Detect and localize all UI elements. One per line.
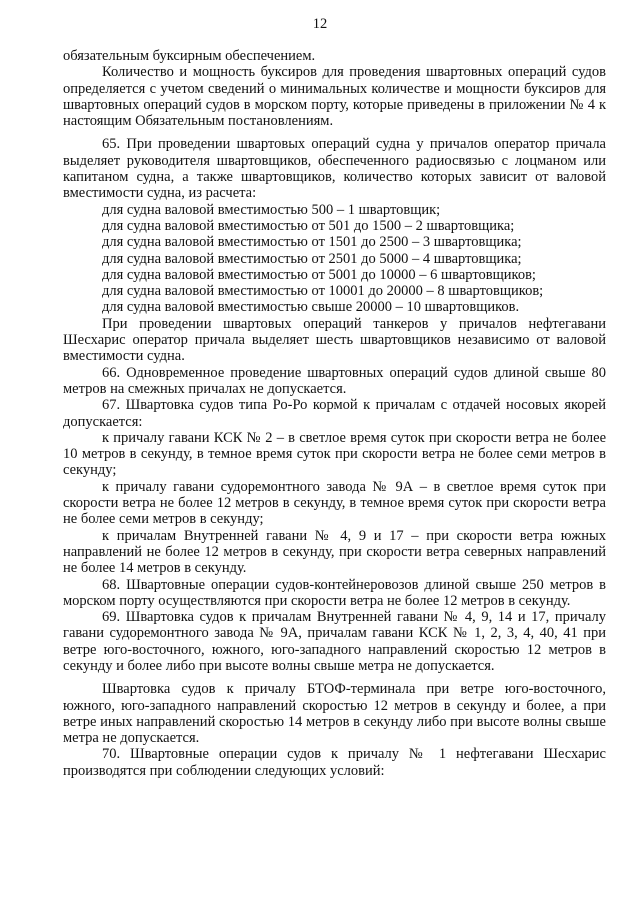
list-item: для судна валовой вместимостью от 5001 до 10000 – 6 швартовщиков; xyxy=(102,266,536,283)
paragraph: к причалу гавани КСК № 2 – в светлое время суток при скорости ветра не более 10 метров в секунду, в темное время суток при скорости ветра не более семи метров в секунду; xyxy=(63,429,606,479)
list-item: для судна валовой вместимостью свыше 20000 – 10 швартовщиков. xyxy=(102,299,520,316)
list-item: для судна валовой вместимостью 500 – 1 швартовщик; xyxy=(102,201,441,218)
list-item: для судна валовой вместимостью от 10001 до 20000 – 8 швартовщиков; xyxy=(102,283,544,300)
paragraph: обязательным буксирным обеспечением. xyxy=(63,48,316,64)
paragraph: к причалу гавани судоремонтного завода № 9А – в светлое время суток при скорости ветра не более 12 метров в секунду, в темное время суток при скорости ветра не более семи метров в секунду; xyxy=(63,478,606,528)
paragraph: к причалам Внутренней гавани № 4, 9 и 17 – при скорости ветра южных направлений не более 12 метров в секунду, при скорости ветра северных направлений не более 14 метров в секунду. xyxy=(63,527,606,577)
list-item: для судна валовой вместимостью от 2501 до 5000 – 4 швартовщика; xyxy=(102,250,522,267)
paragraph-67: 67. Швартовка судов типа Ро-Ро кормой к причалам с отдачей носовых якорей допускается: xyxy=(63,397,606,430)
paragraph-65: 65. При проведении швартовых операций судна у причалов оператор причала выделяет руководителя швартовщиков, обеспеченного радиосвязью с лоцманом или капитаном судна, а также швартовщиков, количество которых зависит от валовой вместимости судна, из расчета: xyxy=(63,136,606,202)
page-number: 12 xyxy=(312,16,328,32)
list-item: для судна валовой вместимостью от 501 до 1500 – 2 швартовщика; xyxy=(102,217,515,234)
paragraph-69: 69. Швартовка судов к причалам Внутренней гавани № 4, 9, 14 и 17, причалу гавани судоремонтного завода № 9А, причалам гавани КСК № 1, 2, 3, 4, 40, 41 при ветре юго-восточного, южного, юго-западного направлений скоростью 12 метров в секунду и более либо при высоте волны свыше метра не допускается. xyxy=(63,609,606,674)
paragraph: Количество и мощность буксиров для проведения швартовных операций судов определяется с учетом сведений о минимальных количестве и мощности буксиров для швартовных операций судов в морском порту, которые приведены в приложении № 4 к настоящим Обязательным постановлениям. xyxy=(63,64,606,130)
paragraph: Швартовка судов к причалу БТОФ-терминала при ветре юго-восточного, южного, юго-западного направлений скоростью 12 метров в секунду и более, а при ветре иных направлений скоростью 14 метров в секунду либо при высоте волны свыше метра не допускается. xyxy=(63,681,606,747)
document-body xyxy=(63,48,606,779)
list-item: для судна валовой вместимостью от 1501 до 2500 – 3 швартовщика; xyxy=(102,234,522,251)
paragraph-70: 70. Швартовные операции судов к причалу № 1 нефтегавани Шесхарис производятся при соблюдении следующих условий: xyxy=(63,746,606,779)
paragraph-68: 68. Швартовные операции судов-контейнеровозов длиной свыше 250 метров в морском порту осуществляются при скорости ветра не более 12 метров в секунду. xyxy=(63,576,606,609)
paragraph: При проведении швартовых операций танкеров у причалов нефтегавани Шесхарис оператор причала выделяет шесть швартовщиков независимо от валовой вместимости судна. xyxy=(63,315,606,365)
paragraph-66: 66. Одновременное проведение швартовных операций судов длиной свыше 80 метров на смежных причалах не допускается. xyxy=(63,364,606,397)
